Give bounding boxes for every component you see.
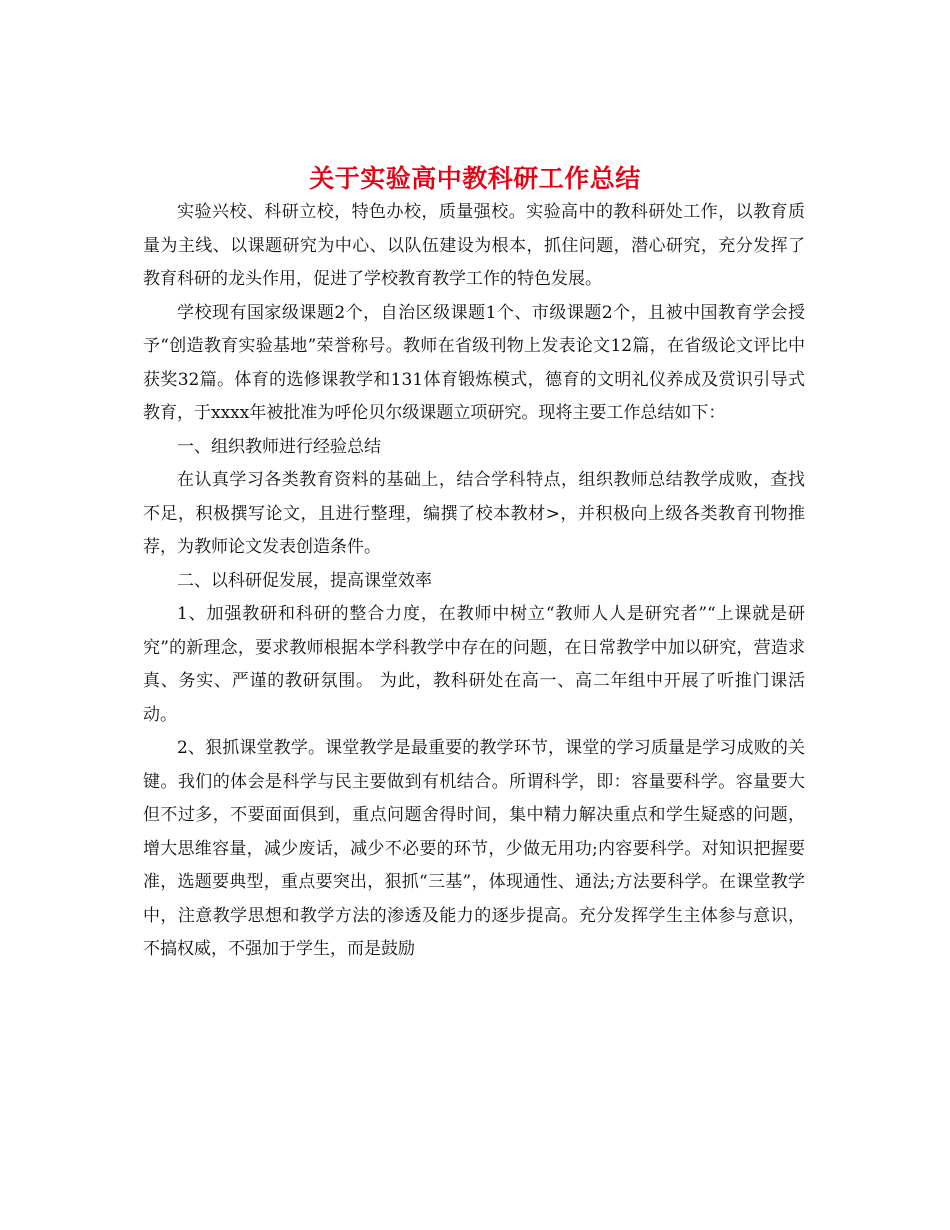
document-body <box>143 196 805 967</box>
document-title: 关于实验高中教科研工作总结 <box>309 163 641 193</box>
section-1-paragraph: 在认真学习各类教育资料的基础上，结合学科特点，组织教师总结教学成败，查找不足，积极撰写论文，且进行整理，编撰了校本教材>，并积极向上级各类教育刊物推荐，为教师论文发表创造条件。 <box>143 470 805 557</box>
section-heading-2: 二、以科研促发展，提高课堂效率 <box>177 570 432 591</box>
section-heading-1: 一、组织教师进行经验总结 <box>177 436 381 457</box>
intro-paragraph: 实验兴校、科研立校，特色办校，质量强校。实验高中的教科研处工作，以教育质量为主线、以课题研究为中心、以队伍建设为根本，抓住问题，潜心研究，充分发挥了教育科研的龙头作用，促进了学校教育教学工作的特色发展。 <box>143 202 805 289</box>
section-2-item-2: 2、狠抓课堂教学。课堂教学是最重要的教学环节，课堂的学习质量是学习成败的关键。我们的体会是科学与民主要做到有机结合。所谓科学，即：容量要科学。容量要大但不过多，不要面面俱到，重点问题舍得时间，集中精力解决重点和学生疑惑的问题，增大思维容量，减少废话，减少不必要的环节，少做无用功;内容要科学。对知识把握要准，选题要典型，重点要突出，狠抓“三基”，体现通性、通法;方法要科学。在课堂教学中，注意教学思想和教学方法的渗透及能力的逐步提高。充分发挥学生主体参与意识，不搞权威，不强加于学生，而是鼓励 <box>143 738 805 959</box>
achievements-paragraph: 学校现有国家级课题2个，自治区级课题1个、市级课题2个，且被中国教育学会授予“创造教育实验基地”荣誉称号。教师在省级刊物上发表论文12篇，在省级论文评比中获奖32篇。体育的选修课教学和131体育锻炼模式，德育的文明礼仪养成及赏识引导式教育，于xxxx年被批准为呼伦贝尔级课题立项研究。现将主要工作总结如下： <box>143 302 805 423</box>
section-2-item-1: 1、加强教研和科研的整合力度，在教师中树立“教师人人是研究者”“上课就是研究”的新理念，要求教师根据本学科教学中存在的问题，在日常教学中加以研究，营造求真、务实、严谨的教研氛围。 为此，教科研处在高一、高二年组中开展了听推门课活动。 <box>143 604 805 725</box>
